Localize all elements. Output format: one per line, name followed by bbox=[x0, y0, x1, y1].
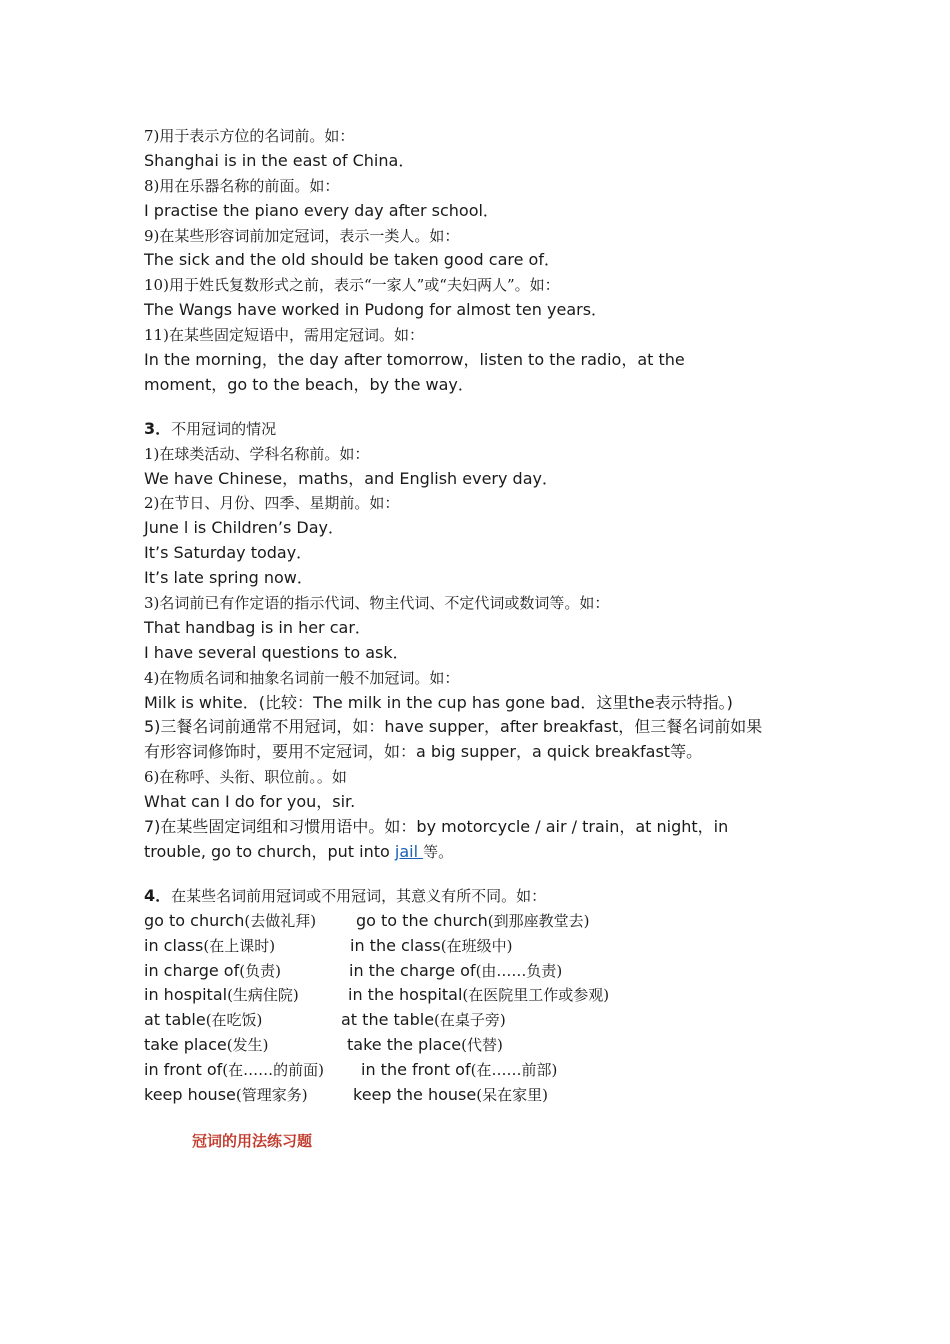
document-body bbox=[144, 124, 824, 1108]
exercise-title: 冠词的用法练习题 bbox=[192, 1132, 313, 1150]
phrase-text: in the charge of bbox=[349, 960, 476, 980]
phrase-without-article bbox=[144, 961, 281, 980]
phrase-meaning: (到那座教堂去) bbox=[487, 911, 590, 930]
text-line: In the morning，the day after tomorrow，listen to the radio，at the bbox=[144, 350, 685, 370]
text-line: June l is Children’s Day． bbox=[144, 518, 345, 538]
phrase-meaning: (代替) bbox=[461, 1036, 503, 1055]
text-line: 1)在球类活动、学科名称前。如： bbox=[144, 444, 370, 463]
text-line: 9)在某些形容词前加定冠词，表示一类人。如： bbox=[144, 226, 460, 245]
phrase-without-article bbox=[144, 1085, 308, 1104]
phrase-meaning: (在医院里工作或参观) bbox=[462, 986, 610, 1005]
phrase-text: in charge of bbox=[144, 960, 240, 980]
phrase-text: at the table bbox=[341, 1010, 435, 1030]
phrase-text: take place bbox=[144, 1035, 227, 1055]
text-line: 7)在某些固定词组和习惯用语中。如：by motorcycle / air / train，at night，in bbox=[144, 817, 729, 837]
text-line: 10)用于姓氏复数形式之前，表示“一家人”或“夫妇两人”。如： bbox=[144, 276, 560, 295]
phrase-with-article bbox=[350, 934, 512, 959]
text-line: 7)用于表示方位的名词前。如： bbox=[144, 127, 355, 145]
text-line: It’s Saturday today． bbox=[144, 543, 313, 563]
text-line: 2)在节日、月份、四季、星期前。如： bbox=[144, 494, 400, 513]
phrase-without-article bbox=[144, 1060, 324, 1079]
phrase-with-article bbox=[341, 1008, 506, 1033]
text-line: That handbag is in her car． bbox=[144, 617, 371, 637]
phrase-text: keep the house bbox=[353, 1084, 477, 1104]
text-line: 6)在称呼、头衔、职位前。。如 bbox=[144, 768, 347, 787]
phrase-text: in the front of bbox=[361, 1060, 471, 1080]
phrase-with-article bbox=[349, 959, 562, 984]
section-4-heading bbox=[144, 884, 824, 909]
phrase-without-article bbox=[144, 1010, 262, 1029]
phrase-meaning: (在……前部) bbox=[470, 1061, 558, 1080]
section-gap bbox=[144, 398, 824, 417]
phrase-text: in the hospital bbox=[348, 985, 463, 1005]
phrase-text: in hospital bbox=[144, 985, 228, 1005]
text-line: It’s late spring now． bbox=[144, 568, 313, 588]
phrase-meaning: (负责) bbox=[239, 961, 281, 980]
last-line-text: trouble, go to church，put into bbox=[144, 841, 395, 861]
text-line: I practise the piano every day after school． bbox=[144, 200, 499, 220]
phrase-text: take the place bbox=[347, 1035, 462, 1055]
section-gap bbox=[144, 865, 824, 884]
phrase-text: go to the church bbox=[356, 910, 488, 930]
phrase-without-article bbox=[144, 985, 299, 1004]
phrase-with-article bbox=[348, 983, 609, 1008]
phrase-meaning: (生病住院) bbox=[227, 986, 299, 1005]
phrase-with-article bbox=[353, 1083, 548, 1108]
phrase-meaning: (发生) bbox=[226, 1036, 269, 1055]
phrase-with-article bbox=[347, 1033, 503, 1058]
phrase-meaning: (在上课时) bbox=[203, 936, 276, 955]
phrase-pair-row bbox=[144, 934, 824, 959]
last-line-suffix: 等。 bbox=[423, 842, 454, 861]
section-4-title: 在某些名词前用冠词或不用冠词，其意义有所不同。如： bbox=[171, 886, 547, 905]
phrase-without-article bbox=[144, 1035, 268, 1054]
phrase-text: in class bbox=[144, 935, 204, 955]
phrase-text: keep house bbox=[144, 1084, 236, 1104]
phrase-meaning: (在吃饭) bbox=[205, 1011, 263, 1030]
phrase-pair-row bbox=[144, 909, 824, 934]
phrase-without-article bbox=[144, 911, 316, 930]
text-line: 有形容词修饰时，要用不定冠词，如：a big supper，a quick breakfast等。 bbox=[144, 742, 703, 762]
phrase-text: at table bbox=[144, 1010, 206, 1030]
text-line: The sick and the old should be taken good care of． bbox=[144, 250, 560, 270]
phrase-pair-row bbox=[144, 983, 824, 1008]
phrase-meaning: (由……负责) bbox=[475, 961, 563, 980]
phrase-without-article bbox=[144, 936, 275, 955]
phrase-text: in the class bbox=[350, 935, 441, 955]
phrase-text: go to church bbox=[144, 910, 245, 930]
phrase-pair-row bbox=[144, 959, 824, 984]
phrase-with-article bbox=[356, 909, 589, 934]
phrase-pair-row bbox=[144, 1083, 824, 1108]
text-line: 3)名词前已有作定语的指示代词、物主代词、不定代词或数词等。如： bbox=[144, 594, 610, 613]
section-3-last-line bbox=[144, 840, 824, 865]
phrase-pair-row bbox=[144, 1008, 824, 1033]
section-3-body bbox=[144, 442, 824, 840]
phrase-pair-row bbox=[144, 1058, 824, 1083]
phrase-meaning: (在桌子旁) bbox=[434, 1011, 506, 1030]
text-line: The Wangs have worked in Pudong for almost ten years． bbox=[144, 300, 608, 320]
text-line: 4)在物质名词和抽象名词前一般不加冠词。如： bbox=[144, 668, 460, 687]
phrase-pair-row bbox=[144, 1033, 824, 1058]
text-line: Milk is white．(比较：The milk in the cup has gone bad．这里the表示特指。) bbox=[144, 692, 733, 712]
text-line: 5)三餐名词前通常不用冠词，如：have supper，after breakfast，但三餐名词前如果 bbox=[144, 717, 763, 737]
section-3-title: 不用冠词的情况 bbox=[171, 419, 277, 438]
phrase-meaning: (在班级中) bbox=[440, 936, 513, 955]
text-line: 8)用在乐器名称的前面。如： bbox=[144, 176, 340, 195]
phrase-text: in front of bbox=[144, 1060, 223, 1080]
section-continued bbox=[144, 124, 824, 398]
text-line: We have Chinese，maths，and English every day． bbox=[144, 468, 558, 488]
section-4-pairs bbox=[144, 909, 824, 1108]
text-line: What can I do for you，sir. bbox=[144, 792, 356, 812]
phrase-with-article bbox=[361, 1058, 557, 1083]
text-line: 11)在某些固定短语中，需用定冠词。如： bbox=[144, 326, 424, 345]
phrase-meaning: (在……的前面) bbox=[222, 1061, 324, 1080]
section-3-number: 3． bbox=[144, 418, 172, 438]
phrase-meaning: (管理家务) bbox=[235, 1085, 308, 1104]
section-4-number: 4． bbox=[144, 885, 172, 905]
jail-link[interactable]: jail bbox=[394, 841, 424, 861]
section-3-heading bbox=[144, 417, 824, 442]
phrase-meaning: (呆在家里) bbox=[476, 1085, 548, 1104]
text-line: Shanghai is in the east of China． bbox=[144, 150, 415, 170]
text-line: I have several questions to ask． bbox=[144, 642, 409, 662]
text-line: moment，go to the beach，by the way． bbox=[144, 374, 474, 394]
phrase-meaning: (去做礼拜) bbox=[244, 911, 317, 930]
